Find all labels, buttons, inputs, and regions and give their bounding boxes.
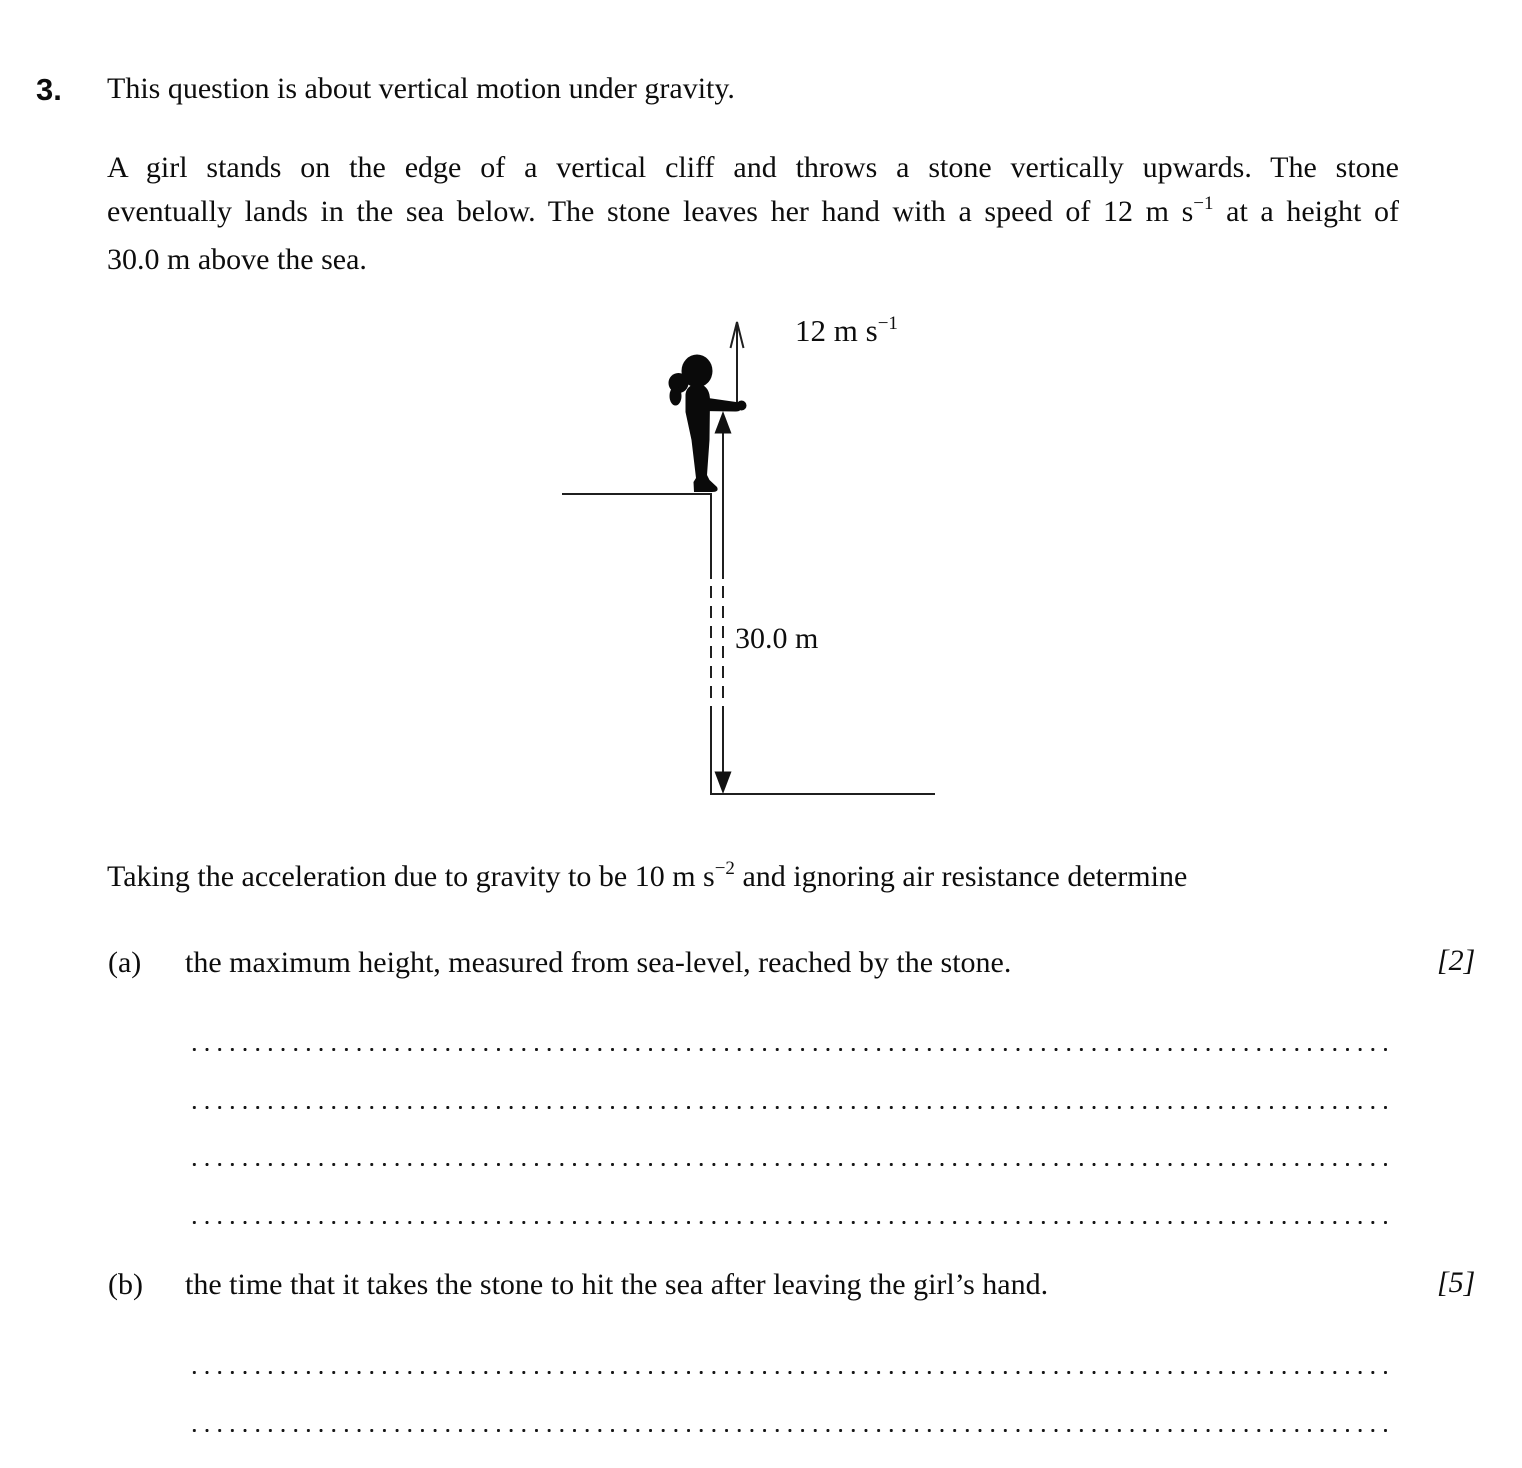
answer-dotted-line [188,1163,1390,1166]
gravity-line-tail: and ignoring air resistance determine [734,860,1188,893]
answer-dotted-line [188,1221,1390,1224]
speed-value: 12 m s [1102,195,1194,228]
gravity-exponent: −2 [714,858,735,879]
answer-dotted-line [188,1048,1390,1051]
height-label: 30.0 m [735,622,819,655]
gravity-line-text: Taking the acceleration due to gravity to be [107,860,635,893]
paragraph-line-3: 30.0 m above the sea. [107,243,367,276]
cliff-diagram-svg [0,290,1522,810]
arrowhead-up [715,411,732,434]
girl-arm [701,397,742,412]
girl-ponytail [670,387,682,406]
part-a-text: the maximum height, measured from sea-level, reached by the stone. [185,946,1012,979]
girl-figure [669,355,747,493]
velocity-arrow [731,322,744,404]
part-b-text: the time that it takes the stone to hit the sea after leaving the girl’s hand. [185,1268,1049,1301]
question-number: 3. [36,72,62,107]
height-measurement-arrow [715,411,732,794]
gravity-assumption-line [107,858,1187,900]
answer-dotted-line [188,1429,1390,1432]
part-a-label: (a) [108,946,142,979]
part-b-label: (b) [108,1268,143,1301]
paragraph-line-2-tail: at a height of [1213,195,1399,228]
arrowhead-down [715,772,732,795]
cliff-diagram [0,290,1522,810]
part-a-marks: [2] [1437,944,1476,977]
answer-lines-a [188,1048,1390,1278]
speed-label [795,312,898,355]
answer-lines-b [188,1371,1390,1468]
part-b-marks: [5] [1437,1266,1476,1299]
gravity-value: 10 m s [634,860,715,893]
stone-in-hand [737,401,747,411]
answer-dotted-line [188,1371,1390,1374]
question-paragraph [107,146,1399,282]
speed-label-exponent: −1 [877,313,898,334]
paragraph-line-2 [107,190,1399,238]
speed-exponent: −1 [1193,193,1214,214]
paragraph-line-1: A girl stands on the edge of a vertical cliff and throws a stone vertically upwards. The stone [107,151,1399,184]
answer-dotted-line [188,1106,1390,1109]
paragraph-line-2-text: eventually lands in the sea below. The stone leaves her hand with a speed of [107,195,1103,228]
speed-label-value: 12 m s [795,313,878,348]
question-intro: This question is about vertical motion under gravity. [107,72,735,105]
